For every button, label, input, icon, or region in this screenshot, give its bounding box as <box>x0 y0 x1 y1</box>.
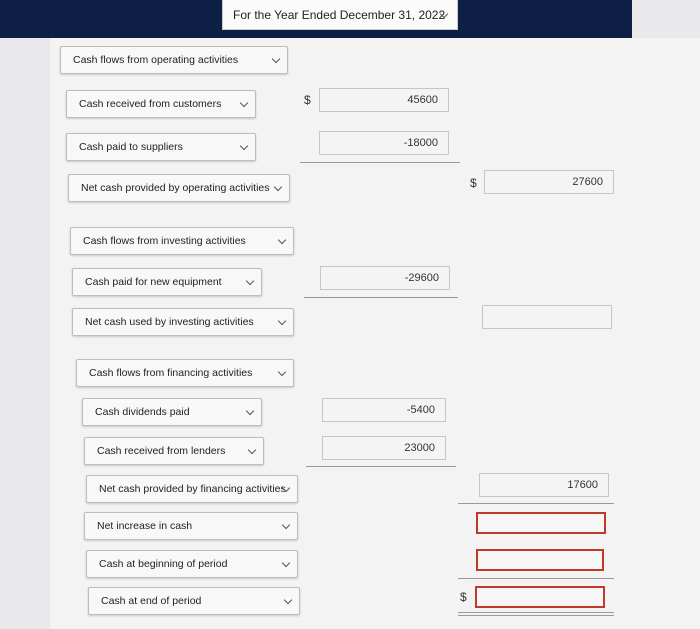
chevron-down-icon <box>240 99 248 107</box>
received-customers-label: Cash received from customers <box>79 98 222 110</box>
paid-suppliers-amount-input[interactable] <box>319 131 449 155</box>
dollar-sign: $ <box>460 590 467 604</box>
received-customers-amount: 45600 <box>407 94 438 106</box>
subtotal-rule <box>306 466 456 467</box>
net-investing-select[interactable] <box>72 308 294 336</box>
net-financing-select[interactable] <box>86 475 298 503</box>
received-lenders-select[interactable] <box>84 437 264 465</box>
paid-equipment-amount-input[interactable] <box>320 266 450 290</box>
received-customers-select[interactable] <box>66 90 256 118</box>
total-rule <box>458 612 614 613</box>
net-operating-label: Net cash provided by operating activities <box>81 182 270 194</box>
financing-heading-label: Cash flows from financing activities <box>89 367 253 379</box>
paid-equipment-label: Cash paid for new equipment <box>85 276 222 288</box>
dividends-paid-amount: -5400 <box>406 404 435 416</box>
subtotal-rule <box>300 162 460 163</box>
period-select-label: For the Year Ended December 31, 2022 <box>233 7 446 22</box>
paid-suppliers-amount: -18000 <box>403 137 438 149</box>
paid-equipment-amount: -29600 <box>404 272 439 284</box>
chevron-down-icon <box>282 559 290 567</box>
period-select[interactable] <box>222 0 458 30</box>
subtotal-rule <box>458 503 614 504</box>
cash-end-amount-input[interactable] <box>475 586 605 608</box>
cash-beginning-label: Cash at beginning of period <box>99 558 228 570</box>
dollar-sign: $ <box>470 176 477 190</box>
cash-beginning-amount-input[interactable] <box>476 549 604 571</box>
received-lenders-label: Cash received from lenders <box>97 445 226 457</box>
net-financing-label: Net cash provided by financing activities <box>99 483 286 495</box>
chevron-down-icon <box>246 277 254 285</box>
chevron-down-icon <box>284 596 292 604</box>
net-increase-label: Net increase in cash <box>97 520 193 532</box>
chevron-down-icon <box>272 55 280 63</box>
paid-suppliers-label: Cash paid to suppliers <box>79 141 183 153</box>
net-operating-select[interactable] <box>68 174 290 202</box>
chevron-down-icon <box>278 368 286 376</box>
total-rule <box>458 615 614 616</box>
paid-equipment-select[interactable] <box>72 268 262 296</box>
cash-beginning-select[interactable] <box>86 550 298 578</box>
investing-heading-label: Cash flows from investing activities <box>83 235 246 247</box>
net-increase-select[interactable] <box>84 512 298 540</box>
net-investing-label: Net cash used by investing activities <box>85 316 254 328</box>
received-customers-amount-input[interactable] <box>319 88 449 112</box>
cash-end-label: Cash at end of period <box>101 595 202 607</box>
dividends-paid-select[interactable] <box>82 398 262 426</box>
chevron-down-icon <box>248 446 256 454</box>
chevron-down-icon <box>278 236 286 244</box>
received-lenders-amount: 23000 <box>404 442 435 454</box>
chevron-down-icon <box>246 407 254 415</box>
dollar-sign: $ <box>304 93 311 107</box>
dividends-paid-amount-input[interactable] <box>322 398 446 422</box>
subtotal-rule <box>458 578 614 579</box>
chevron-down-icon <box>240 142 248 150</box>
net-financing-amount-input[interactable] <box>479 473 609 497</box>
investing-heading-select[interactable] <box>70 227 294 255</box>
cash-end-select[interactable] <box>88 587 300 615</box>
dividends-paid-label: Cash dividends paid <box>95 406 190 418</box>
net-financing-amount: 17600 <box>567 479 598 491</box>
chevron-down-icon <box>282 521 290 529</box>
chevron-down-icon <box>278 317 286 325</box>
net-operating-amount-input[interactable] <box>484 170 614 194</box>
net-investing-amount-input[interactable] <box>482 305 612 329</box>
received-lenders-amount-input[interactable] <box>322 436 446 460</box>
paid-suppliers-select[interactable] <box>66 133 256 161</box>
net-operating-amount: 27600 <box>572 176 603 188</box>
operating-heading-label: Cash flows from operating activities <box>73 54 239 66</box>
subtotal-rule <box>304 297 458 298</box>
operating-heading-select[interactable] <box>60 46 288 74</box>
net-increase-amount-input[interactable] <box>476 512 606 534</box>
chevron-down-icon <box>274 183 282 191</box>
financing-heading-select[interactable] <box>76 359 294 387</box>
